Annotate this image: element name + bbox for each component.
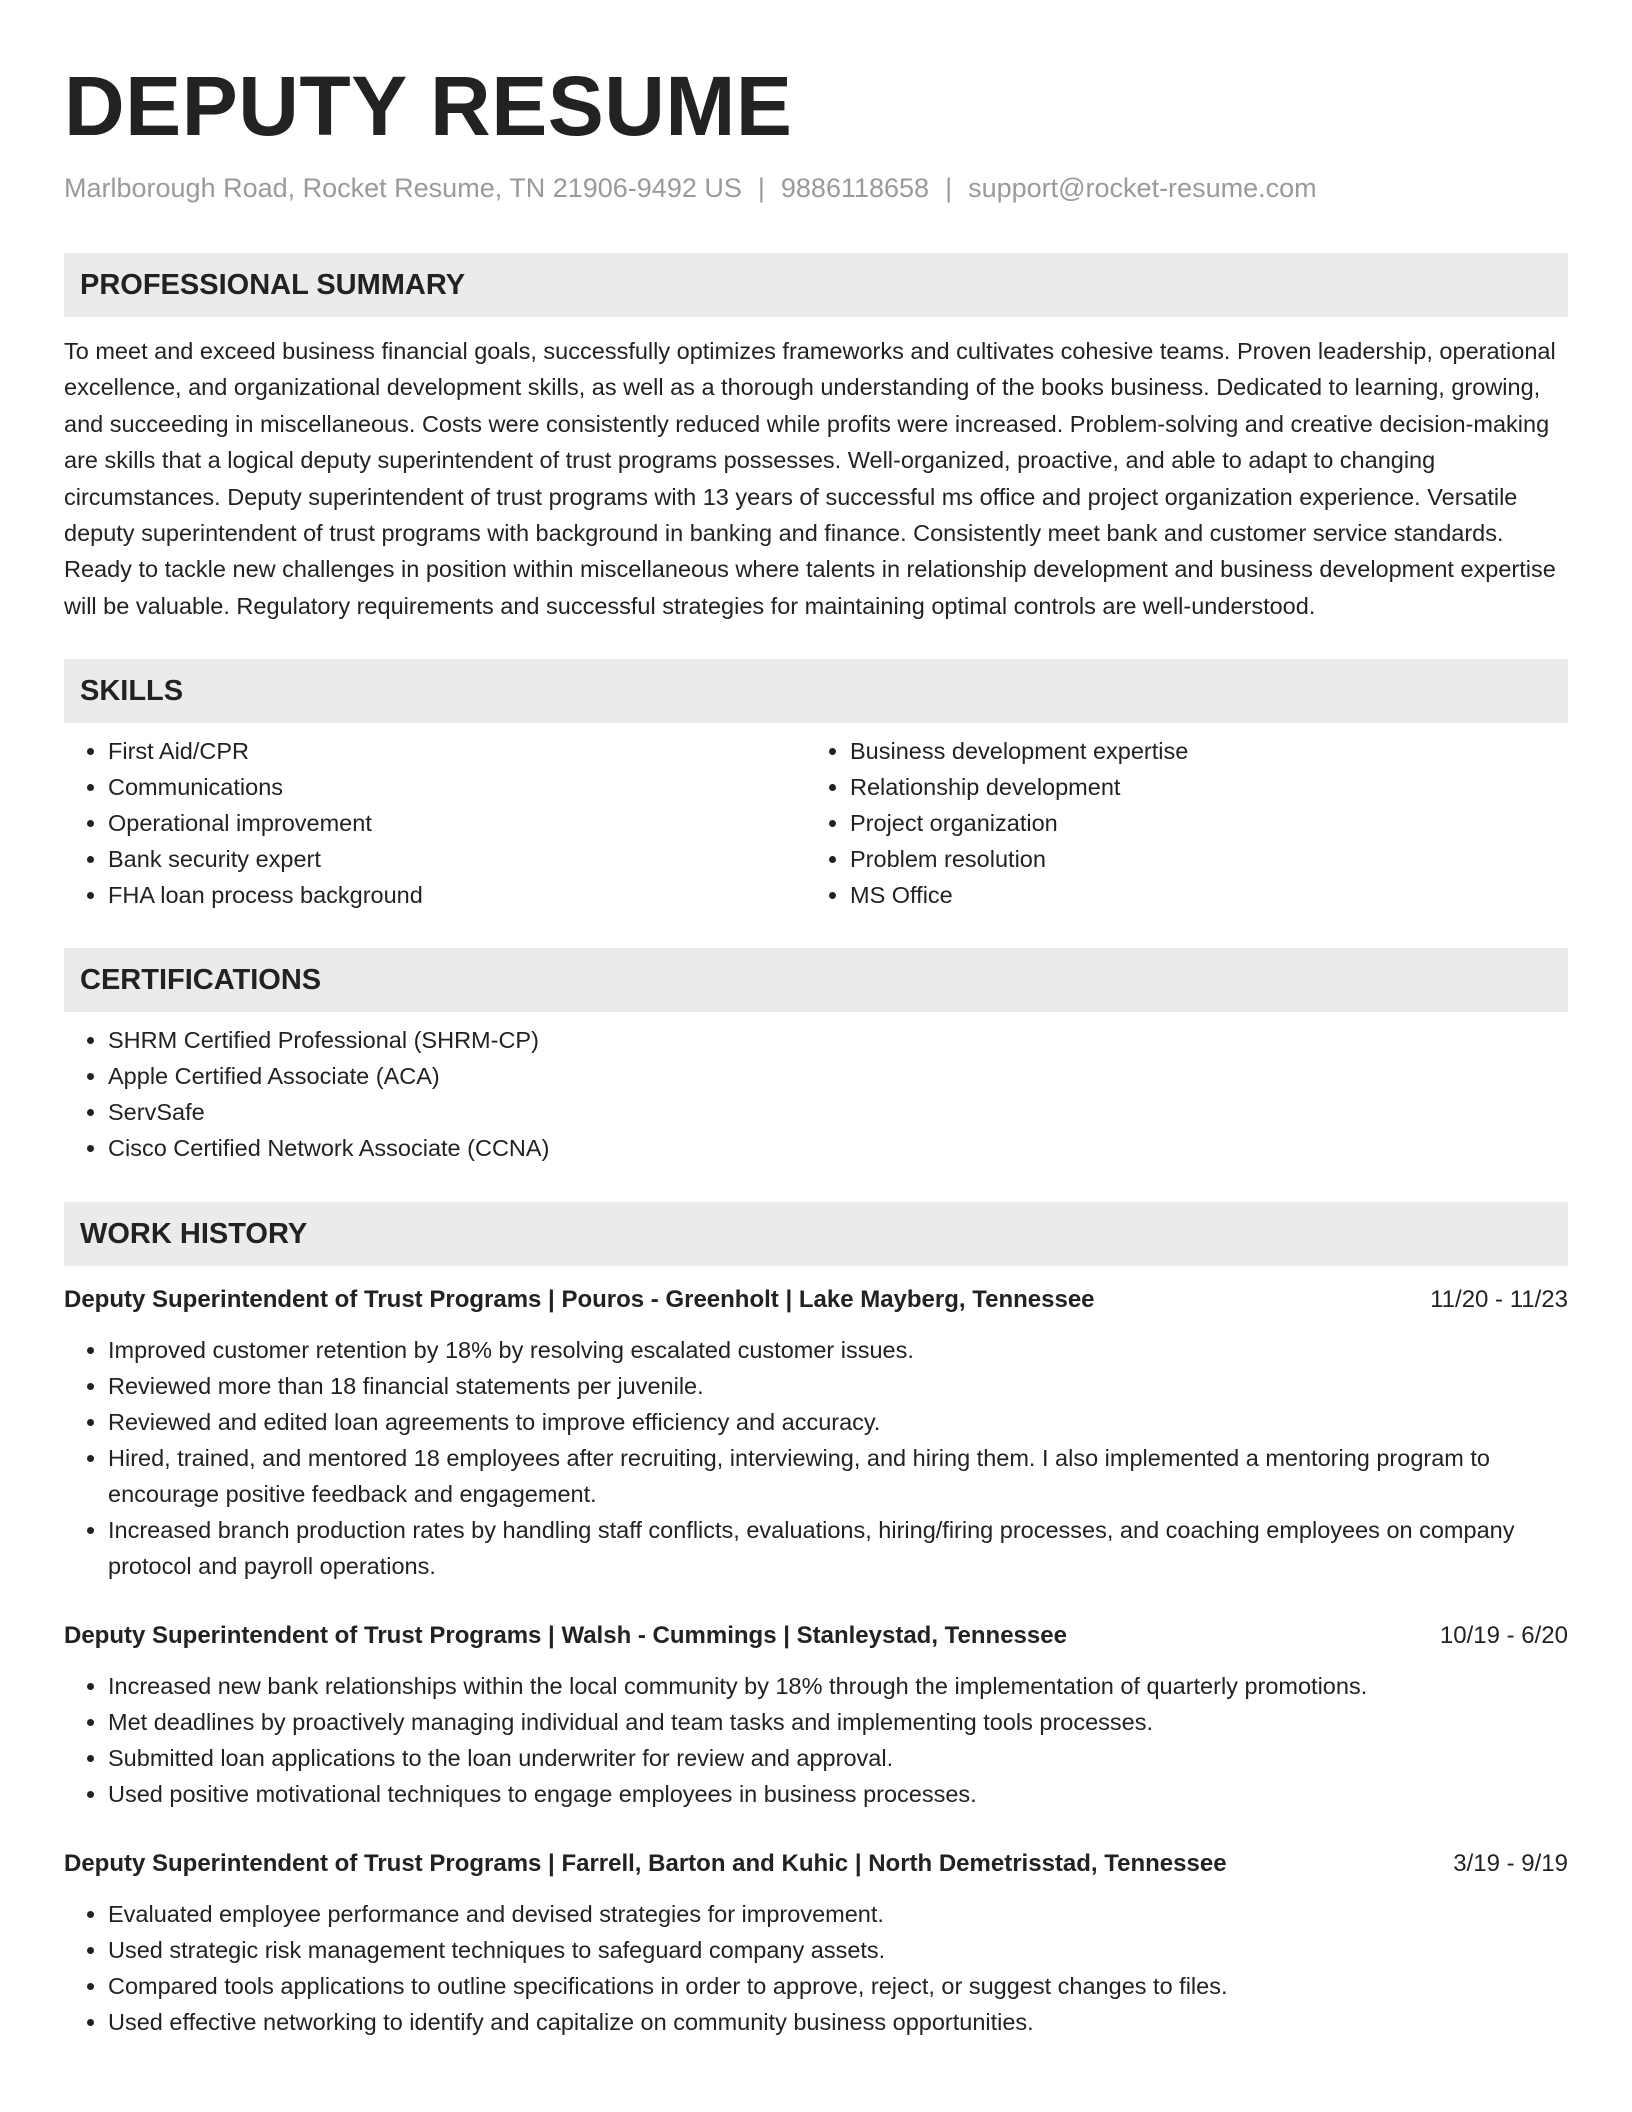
contact-address: Marlborough Road, Rocket Resume, TN 21906-9492 US [64, 173, 742, 203]
job-bullet: • Reviewed and edited loan agreements to improve efficiency and accuracy. [108, 1404, 1568, 1440]
section-header-certifications: CERTIFICATIONS [64, 948, 1568, 1012]
section-header-skills: SKILLS [64, 659, 1568, 723]
skill-item: • First Aid/CPR [108, 733, 806, 769]
job-title: Deputy Superintendent of Trust Programs | Walsh - Cummings | Stanleystad, Tennessee [64, 1622, 1067, 1650]
job-bullets [64, 1668, 1568, 1812]
certification-item: • Apple Certified Associate (ACA) [108, 1058, 1568, 1094]
section-header-summary: PROFESSIONAL SUMMARY [64, 253, 1568, 317]
job-header [64, 1618, 1568, 1654]
job-header [64, 1846, 1568, 1882]
job-dates: 3/19 - 9/19 [1453, 1850, 1568, 1878]
skill-item: • Project organization [850, 805, 1548, 841]
job-bullet: • Increased new bank relationships within the local community by 18% through the implementation of quarterly promotions. [108, 1668, 1568, 1704]
job-title: Deputy Superintendent of Trust Programs | Farrell, Barton and Kuhic | North Demetrisstad, Tennessee [64, 1850, 1227, 1878]
resume-title: DEPUTY RESUME [64, 59, 793, 153]
skill-item: • Bank security expert [108, 841, 806, 877]
certification-item: • SHRM Certified Professional (SHRM-CP) [108, 1022, 1568, 1058]
job-bullet: • Evaluated employee performance and devised strategies for improvement. [108, 1896, 1568, 1932]
contact-phone: 9886118658 [780, 173, 930, 203]
skill-item: • MS Office [850, 877, 1548, 913]
skills-list [64, 733, 1568, 913]
job-bullets [64, 1332, 1568, 1584]
job-bullet: • Used effective networking to identify and capitalize on community business opportunities. [108, 2004, 1568, 2040]
contact-line [64, 170, 1568, 206]
job-bullet: • Used positive motivational techniques to engage employees in business processes. [108, 1776, 1568, 1812]
skill-item: • FHA loan process background [108, 877, 806, 913]
contact-separator: | [945, 173, 953, 203]
job-bullet: • Used strategic risk management techniques to safeguard company assets. [108, 1932, 1568, 1968]
section-header-work-history: WORK HISTORY [64, 1202, 1568, 1266]
job-entry [64, 1846, 1568, 2040]
certification-item: • Cisco Certified Network Associate (CCNA) [108, 1130, 1568, 1166]
skill-item: • Operational improvement [108, 805, 806, 841]
resume-page [64, 0, 1568, 2040]
certification-item: • ServSafe [108, 1094, 1568, 1130]
job-bullet: • Compared tools applications to outline specifications in order to approve, reject, or suggest changes to files. [108, 1968, 1568, 2004]
certifications-list [64, 1022, 1568, 1166]
skill-item: • Relationship development [850, 769, 1548, 805]
job-bullet: • Hired, trained, and mentored 18 employees after recruiting, interviewing, and hiring them. I also implemented a mentoring program to encourage positive feedback and engagement. [108, 1440, 1568, 1512]
skill-item: • Business development expertise [850, 733, 1548, 769]
contact-email[interactable]: support@rocket-resume.com [968, 173, 1317, 203]
job-bullet: • Improved customer retention by 18% by resolving escalated customer issues. [108, 1332, 1568, 1368]
job-bullet: • Increased branch production rates by handling staff conflicts, evaluations, hiring/firing processes, and coaching employees on company protocol and payroll operations. [108, 1512, 1568, 1584]
skill-item: • Communications [108, 769, 806, 805]
summary-text: To meet and exceed business financial goals, successfully optimizes frameworks and cultivates cohesive teams. Proven leadership, operational excellence, and organizational development skills, as well as a thorough understanding of the books business. Dedicated to learning, growing, and succeeding in miscellaneous. Costs were consistently reduced while profits were increased. Problem-solving and creative decision-making are skills that a logical deputy superintendent of trust programs possesses. Well-organized, proactive, and able to adapt to changing circumstances. Deputy superintendent of trust programs with 13 years of successful ms office and project organization experience. Versatile deputy superintendent of trust programs with background in banking and finance. Consistently meet bank and customer service standards. Ready to tackle new challenges in position within miscellaneous where talents in relationship development and business development expertise will be valuable. Regulatory requirements and successful strategies for maintaining optimal controls are well-understood. [64, 338, 1556, 619]
skills-column-left [64, 733, 806, 913]
job-bullet: • Reviewed more than 18 financial statements per juvenile. [108, 1368, 1568, 1404]
contact-separator: | [757, 173, 765, 203]
skills-column-right [806, 733, 1548, 913]
job-entry [64, 1618, 1568, 1812]
job-bullet: • Submitted loan applications to the loan underwriter for review and approval. [108, 1740, 1568, 1776]
job-header [64, 1282, 1568, 1318]
skill-item: • Problem resolution [850, 841, 1548, 877]
job-bullets [64, 1896, 1568, 2040]
job-dates: 10/19 - 6/20 [1439, 1622, 1568, 1650]
job-title: Deputy Superintendent of Trust Programs | Pouros - Greenholt | Lake Mayberg, Tennessee [64, 1286, 1095, 1314]
job-entry [64, 1282, 1568, 1584]
job-bullet: • Met deadlines by proactively managing individual and team tasks and implementing tools processes. [108, 1704, 1568, 1740]
job-dates: 11/20 - 11/23 [1430, 1286, 1568, 1314]
